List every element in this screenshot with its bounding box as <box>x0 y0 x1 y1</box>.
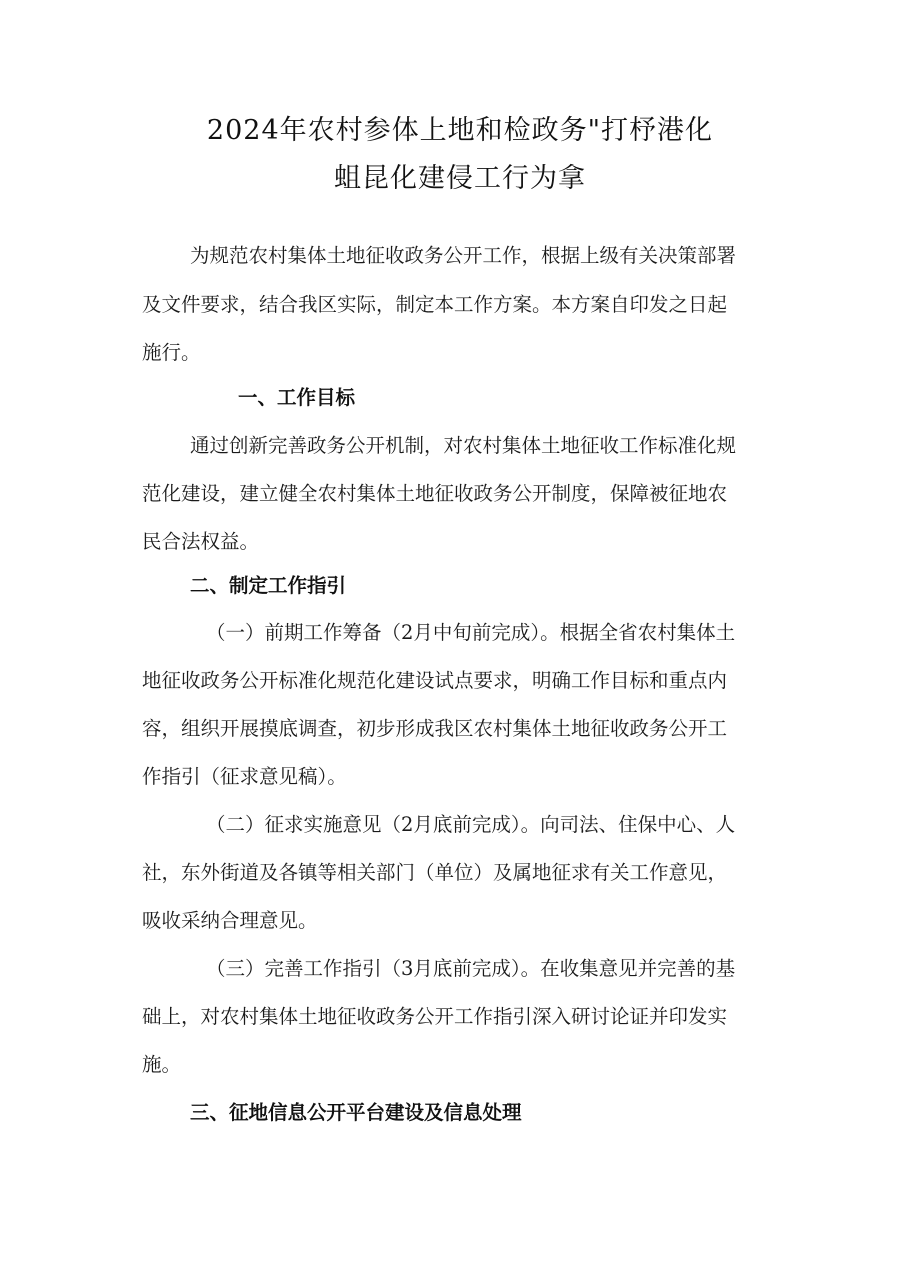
section1-line-1: 通过创新完善政务公开机制，对农村集体土地征收工作标准化规 <box>190 434 737 457</box>
section1-line-3: 民合法权益。 <box>142 530 260 553</box>
section3-heading: 三、征地信息公开平台建设及信息处理 <box>190 1101 522 1124</box>
section2-item3-line-1: （三）完善工作指引（3月底前完成）。在收集意见并完善的基 <box>206 957 736 980</box>
intro-line-1: 为规范农村集体土地征收政务公开工作，根据上级有关决策部署 <box>190 244 737 267</box>
document-title-line-1: 2024年农村参体上地和检政务"打杼港化 <box>206 115 714 146</box>
section2-item2-line-1: （二）征求实施意见（2月底前完成）。向司法、住保中心、人 <box>206 813 736 836</box>
section2-item2-line-3: 吸收采纳合理意见。 <box>142 909 318 932</box>
section2-item2-line-2: 社，东外街道及各镇等相关部门（单位）及属地征求有关工作意见， <box>142 861 728 884</box>
section2-item1-line-3: 容，组织开展摸底调查，初步形成我区农村集体土地征收政务公开工 <box>142 717 728 740</box>
section2-item3-line-3: 施。 <box>142 1053 182 1076</box>
section2-item1-line-2: 地征收政务公开标准化规范化建设试点要求，明确工作目标和重点内 <box>142 669 728 692</box>
section2-heading: 二、制定工作指引 <box>190 574 347 597</box>
document-title-line-2: 蛆昆化建侵工行为拿 <box>334 163 586 194</box>
section1-heading: 一、工作目标 <box>238 386 356 409</box>
intro-line-2: 及文件要求，结合我区实际，制定本工作方案。本方案自印发之日起 <box>142 293 728 316</box>
intro-line-3: 施行。 <box>142 341 201 364</box>
section2-item3-line-2: 础上，对农村集体土地征收政务公开工作指引深入研讨论证并印发实 <box>142 1005 728 1028</box>
section2-item1-line-4: 作指引（征求意见稿）。 <box>142 765 347 788</box>
section1-line-2: 范化建设，建立健全农村集体土地征收政务公开制度，保障被征地农 <box>142 482 728 505</box>
section2-item1-line-1: （一）前期工作筹备（2月中旬前完成）。根据全省农村集体土 <box>206 621 736 644</box>
